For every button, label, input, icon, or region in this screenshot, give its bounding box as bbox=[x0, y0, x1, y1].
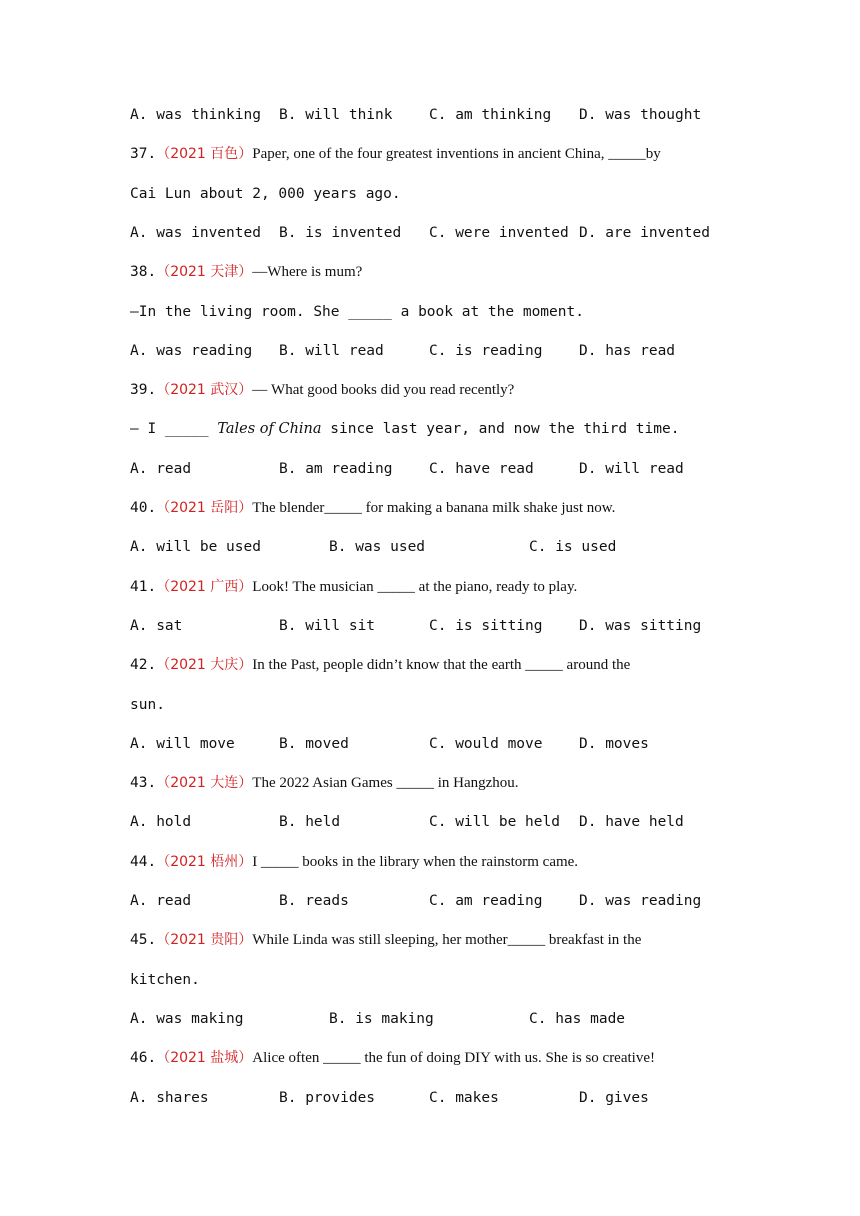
answer-option: B. is invented bbox=[279, 224, 402, 241]
answer-option: C. am reading bbox=[429, 893, 543, 909]
question-source: （2021 盐城） bbox=[156, 1050, 253, 1067]
answer-option: A. was reading bbox=[130, 342, 253, 359]
question-text: Look! The musician _____ at the piano, ready to play. bbox=[252, 578, 578, 595]
question-source: （2021 天津） bbox=[156, 264, 253, 281]
answer-options bbox=[130, 457, 760, 481]
question-number: 38. bbox=[130, 264, 157, 281]
answer-options bbox=[130, 614, 760, 638]
answer-option: A. was thinking bbox=[130, 107, 261, 123]
question-text: I _____ books in the library when the rainstorm came. bbox=[252, 853, 579, 870]
question-line bbox=[130, 575, 760, 599]
question-number: 46. bbox=[130, 1050, 157, 1067]
question-source: （2021 广西） bbox=[156, 578, 253, 595]
answer-option: B. will sit bbox=[279, 617, 376, 634]
answer-option: D. was thought bbox=[579, 107, 702, 123]
answer-option: B. am reading bbox=[279, 460, 393, 477]
question-text: The 2022 Asian Games _____ in Hangzhou. bbox=[252, 775, 519, 792]
question-line bbox=[130, 260, 760, 284]
answer-options bbox=[130, 889, 760, 913]
answer-option: C. would move bbox=[429, 735, 543, 752]
text-segment: since last year, and now the third time. bbox=[321, 421, 680, 438]
answer-option: C. makes bbox=[429, 1089, 499, 1106]
answer-option: B. moved bbox=[279, 735, 349, 752]
question-text bbox=[130, 417, 760, 441]
question-number: 45. bbox=[130, 932, 157, 949]
answer-option: B. was used bbox=[329, 539, 426, 556]
answer-option: C. will be held bbox=[429, 814, 560, 831]
answer-option: D. gives bbox=[579, 1089, 649, 1106]
answer-option: D. have held bbox=[579, 814, 684, 831]
question-text: — What good books did you read recently? bbox=[252, 382, 515, 399]
question-line bbox=[130, 142, 760, 166]
answer-option: C. have read bbox=[429, 460, 534, 477]
question-line bbox=[130, 928, 760, 952]
answer-option: A. was invented bbox=[130, 224, 261, 241]
question-number: 41. bbox=[130, 578, 157, 595]
answer-option: C. were invented bbox=[429, 224, 569, 241]
question-source: （2021 岳阳） bbox=[156, 500, 253, 516]
question-source: （2021 百色） bbox=[156, 146, 253, 163]
question-line bbox=[130, 653, 760, 677]
question-text: The blender_____ for making a banana milk shake just now. bbox=[252, 500, 616, 516]
answer-option: B. reads bbox=[279, 893, 349, 909]
answer-option: A. shares bbox=[130, 1089, 209, 1106]
question-text: sun. bbox=[130, 696, 165, 713]
answer-option: D. was reading bbox=[579, 893, 702, 909]
answer-options bbox=[130, 1007, 760, 1031]
answer-options bbox=[130, 810, 760, 834]
question-number: 42. bbox=[130, 657, 157, 674]
question-line bbox=[130, 1046, 760, 1070]
answer-option: A. read bbox=[130, 893, 192, 909]
answer-option: C. is used bbox=[529, 539, 617, 556]
question-source: （2021 梧州） bbox=[156, 853, 253, 870]
answer-option: D. are invented bbox=[579, 224, 710, 241]
answer-options bbox=[130, 339, 760, 363]
question-line bbox=[130, 850, 760, 874]
answer-option: D. was sitting bbox=[579, 617, 702, 634]
answer-option: C. is sitting bbox=[429, 617, 543, 634]
answer-option: A. hold bbox=[130, 814, 192, 831]
question-text: —In the living room. She _____ a book at the moment. bbox=[130, 303, 584, 320]
question-source: （2021 大连） bbox=[156, 775, 253, 792]
question-source: （2021 武汉） bbox=[156, 382, 253, 399]
answer-option: A. will be used bbox=[130, 539, 261, 556]
question-text: Alice often _____ the fun of doing DIY with us. She is so creative! bbox=[252, 1050, 655, 1067]
question-text: —Where is mum? bbox=[252, 264, 363, 281]
question-line bbox=[130, 771, 760, 795]
question-line bbox=[130, 496, 760, 520]
answer-option: B. will think bbox=[279, 107, 393, 123]
question-source: （2021 大庆） bbox=[156, 657, 253, 674]
question-text: In the Past, people didn’t know that the earth _____ around the bbox=[252, 657, 631, 674]
book-title: Tales of China bbox=[217, 421, 322, 438]
answer-option: D. moves bbox=[579, 735, 649, 752]
question-number: 40. bbox=[130, 500, 157, 516]
answer-option: D. has read bbox=[579, 342, 676, 359]
question-number: 43. bbox=[130, 775, 157, 792]
question-text: Cai Lun about 2, 000 years ago. bbox=[130, 185, 401, 202]
answer-options bbox=[130, 732, 760, 756]
answer-option: A. will move bbox=[130, 735, 235, 752]
answer-option: B. is making bbox=[329, 1010, 434, 1027]
answer-options bbox=[130, 535, 760, 559]
answer-options bbox=[130, 221, 760, 245]
question-text: While Linda was still sleeping, her mother_____ breakfast in the bbox=[252, 932, 642, 949]
answer-options bbox=[130, 1086, 760, 1110]
question-number: 37. bbox=[130, 146, 157, 163]
answer-option: A. sat bbox=[130, 617, 183, 634]
question-line bbox=[130, 378, 760, 402]
answer-options bbox=[130, 103, 760, 127]
answer-option: C. am thinking bbox=[429, 107, 552, 123]
answer-option: D. will read bbox=[579, 460, 684, 477]
answer-option: A. read bbox=[130, 460, 192, 477]
answer-option: A. was making bbox=[130, 1010, 244, 1027]
answer-option: C. has made bbox=[529, 1010, 626, 1027]
text-segment: — I _____ bbox=[130, 421, 218, 438]
answer-option: C. is reading bbox=[429, 342, 543, 359]
answer-option: B. held bbox=[279, 814, 341, 831]
answer-option: B. provides bbox=[279, 1089, 376, 1106]
question-number: 39. bbox=[130, 382, 157, 399]
question-source: （2021 贵阳） bbox=[156, 932, 253, 949]
answer-option: B. will read bbox=[279, 342, 384, 359]
question-number: 44. bbox=[130, 853, 157, 870]
question-text: Paper, one of the four greatest inventions in ancient China, _____by bbox=[252, 146, 661, 163]
question-text: kitchen. bbox=[130, 971, 200, 988]
